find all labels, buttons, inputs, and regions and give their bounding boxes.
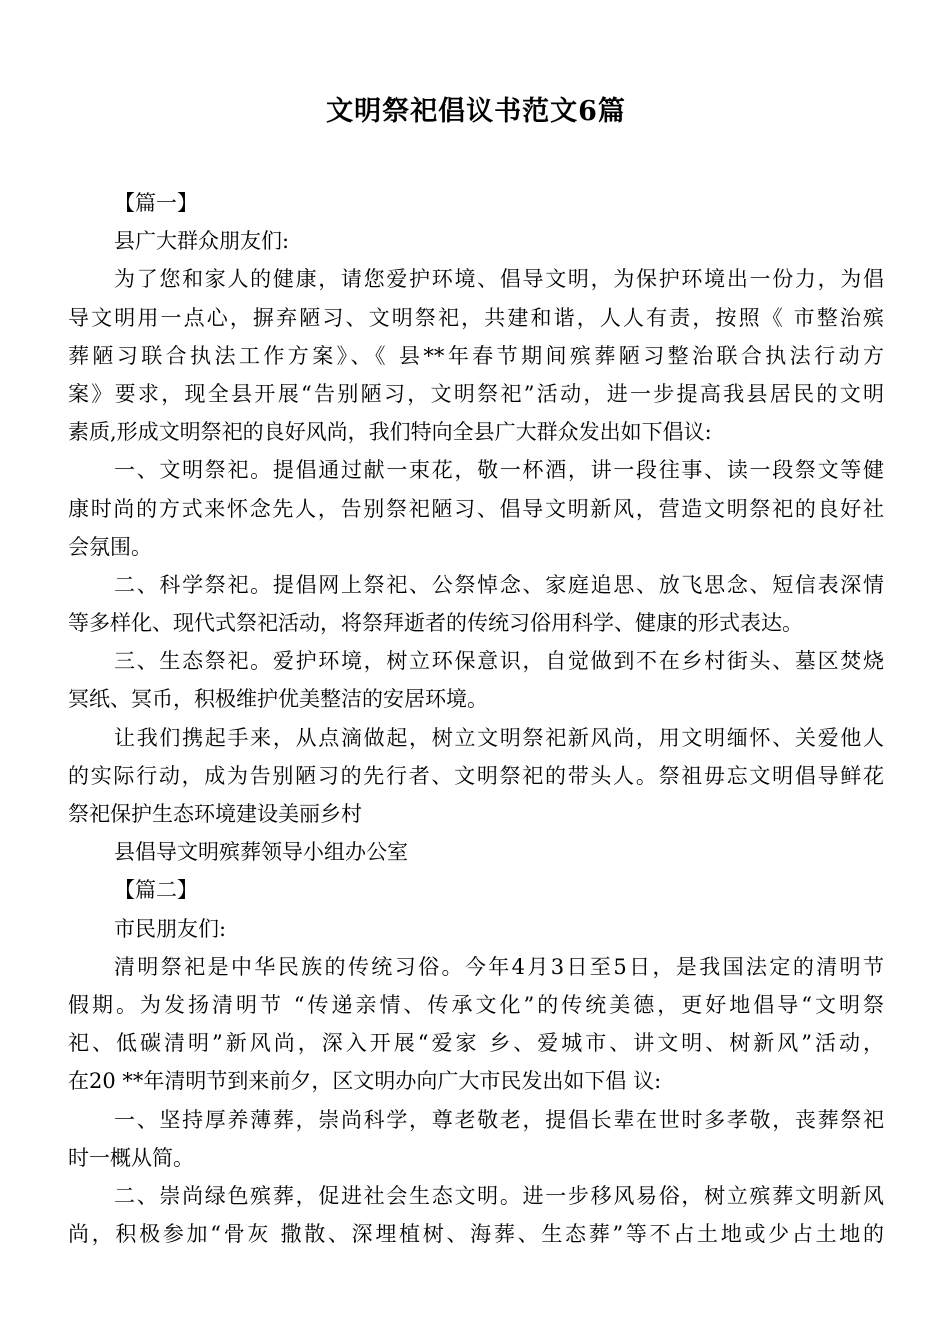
text-line: 一、文明祭祀。提倡通过献一束花，敬一杯酒，讲一段往事、读一段祭文等健 [114,458,884,483]
text-line: 二、科学祭祀。提倡网上祭祀、公祭悼念、家庭追思、放飞思念、短信表深情 [114,572,884,597]
text-line: 清明祭祀是中华民族的传统习俗。今年4月3日至5日，是我国法定的清明节 [114,954,884,979]
text-line: 时一概从简。 [68,1145,194,1170]
text-line: 祀、低碳清明”新风尚，深入开展“爱家 乡、爱城市、讲文明、树新风”活动， [68,1031,884,1056]
text-line: 在20 **年清明节到来前夕，区文明办向广大市民发出如下倡 议: [68,1069,662,1094]
text-line: 假期。为发扬清明节 “传递亲情、传承文化”的传统美德，更好地倡导“文明祭 [68,992,884,1017]
text-line: 等多样化、现代式祭祀活动，将祭拜逝者的传统习俗用科学、健康的形式表达。 [68,611,803,636]
text-line: 【篇一】 [114,191,198,215]
text-line: 一、坚持厚养薄葬，崇尚科学，尊老敬老，提倡长辈在世时多孝敬，丧葬祭祀 [114,1107,884,1132]
text-line: 葬陋习联合执法工作方案》、《 县**年春节期间殡葬陋习整治联合执法行动方 [68,343,884,368]
text-line: 县广大群众朋友们: [114,229,290,254]
text-line: 尚，积极参加“骨灰 撒散、深埋植树、海葬、生态葬”等不占土地或少占土地的 [68,1222,884,1247]
text-line: 的实际行动，成为告别陋习的先行者、文明祭祀的带头人。祭祖毋忘文明倡导鲜花 [68,763,884,788]
text-line: 冥纸、冥币，积极维护优美整洁的安居环境。 [68,687,488,712]
text-line: 案》要求，现全县开展“告别陋习，文明祭祀”活动，进一步提高我县居民的文明 [68,381,884,406]
text-line: 让我们携起手来，从点滴做起，树立文明祭祀新风尚，用文明缅怀、关爱他人 [114,725,884,750]
document-body [68,184,884,1253]
document-title: 文明祭祀倡议书范文6篇 [326,96,626,127]
text-line: 祭祀保护生态环境建设美丽乡村 [68,802,362,826]
text-line: 二、崇尚绿色殡葬，促进社会生态文明。进一步移风易俗，树立殡葬文明新风 [114,1183,884,1208]
text-line: 导文明用一点心，摒弃陋习、文明祭祀，共建和谐，人人有责，按照《 市整治殡 [68,305,884,330]
text-line: 市民朋友们: [114,916,227,941]
text-line: 素质,形成文明祭祀的良好风尚，我们特向全县广大群众发出如下倡议: [68,420,712,445]
text-line: 三、生态祭祀。爱护环境，树立环保意识，自觉做到不在乡村街头、墓区焚烧 [114,649,884,674]
text-line: 康时尚的方式来怀念先人，告别祭祀陋习、倡导文明新风，营造文明祭祀的良好社 [68,496,884,521]
text-line: 为了您和家人的健康，请您爱护环境、倡导文明，为保护环境出一份力，为倡 [114,267,884,292]
text-line: 会氛围。 [68,534,152,559]
text-line: 【篇二】 [114,878,198,903]
text-line: 县倡导文明殡葬领导小组办公室 [114,840,408,865]
